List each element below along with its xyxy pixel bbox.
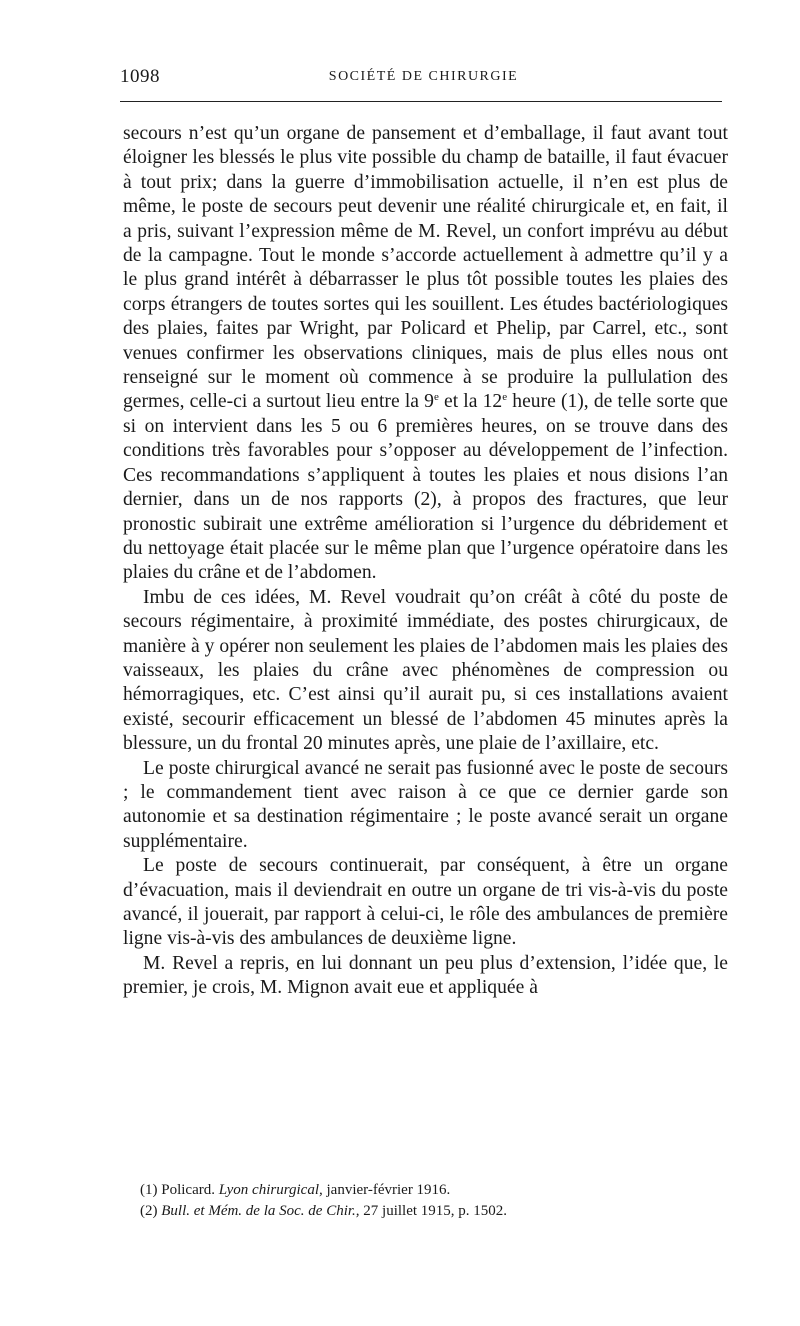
- footnote: (1) Policard. Lyon chirurgical, janvier-février 1916.: [140, 1182, 451, 1198]
- superscript: e: [433, 391, 439, 404]
- paragraph: secours n’est qu’un organe de pansement et d’emballage, il faut avant tout éloigner les blessés le plus vite possible du champ de bataille, il faut évacuer à tout prix; dans la guerre d’immobilisation actuelle, il n’en est plus de même, le poste de secours peut devenir une réalité chirurgicale et, en fait, il a pris, suivant l’expression même de M. Revel, un confort imprévu au début de la campagne. Tout le monde s’accorde actuellement à admettre qu’il y a le plus grand intérêt à débarrasser le plus tôt possible toutes les plaies des corps étrangers de toutes sortes qui les souillent. Les études bactériologiques des plaies, faites par Wright, par Policard et Phelip, par Carrel, etc., sont venues confirmer les observations cliniques, mais de plus elles nous ont renseigné sur le moment où commence à se produire la pullulation des germes, celle-ci a surtout lieu entre la 9e et la 12e heure (1), de telle sorte que si on intervient dans les 5 ou 6 premières heures, on se trouve dans des conditions très favorables pour s’opposer au développement de l’infection. Ces recommandations s’appliquent à toutes les plaies et nous disions l’an dernier, dans un de nos rapports (2), à propos des fractures, que leur pronostic subirait une extrême amélioration si l’urgence du débridement et du nettoyage était placée sur le même plan que l’urgence opératoire dans les plaies du crâne et de l’abdomen.: [123, 123, 728, 584]
- paragraph: M. Revel a repris, en lui donnant un peu plus d’extension, l’idée que, le premier, je crois, M. Mignon avait eue et appliquée à: [123, 952, 728, 999]
- page-header: [120, 66, 727, 96]
- page-number: 1098: [120, 66, 160, 87]
- body-text: [123, 122, 728, 1001]
- paragraph: Le poste chirurgical avancé ne serait pas fusionné avec le poste de secours ; le commandement tient avec raison à ce que ce dernier garde son autonomie et sa destination régimentaire ; le poste avancé serait un organe supplémentaire.: [123, 757, 728, 852]
- superscript: e: [502, 391, 508, 404]
- header-rule: [120, 101, 722, 102]
- footnote: (2) Bull. et Mém. de la Soc. de Chir., 27 juillet 1915, p. 1502.: [140, 1203, 508, 1219]
- paragraph: Imbu de ces idées, M. Revel voudrait qu’on créât à côté du poste de secours régimentaire, à proximité immédiate, des postes chirurgicaux, de manière à y opérer non seulement les plaies de l’abdomen mais les plaies des vaisseaux, les plaies du crâne avec phénomènes de compression ou hémorragiques, etc. C’est ainsi qu’il aurait pu, si ces installations avaient existé, secourir efficacement un blessé de l’abdomen 45 minutes après la blessure, un du frontal 20 minutes après, une plaie de l’axillaire, etc.: [123, 586, 728, 755]
- footnotes: [140, 1180, 700, 1222]
- running-title: SOCIÉTÉ DE CHIRURGIE: [328, 69, 519, 84]
- paragraph: Le poste de secours continuerait, par conséquent, à être un organe d’évacuation, mais il deviendrait en outre un organe de tri vis-à-vis du poste avancé, il jouerait, par rapport à celui-ci, le rôle des ambulances de première ligne vis-à-vis des ambulances de deuxième ligne.: [123, 855, 728, 950]
